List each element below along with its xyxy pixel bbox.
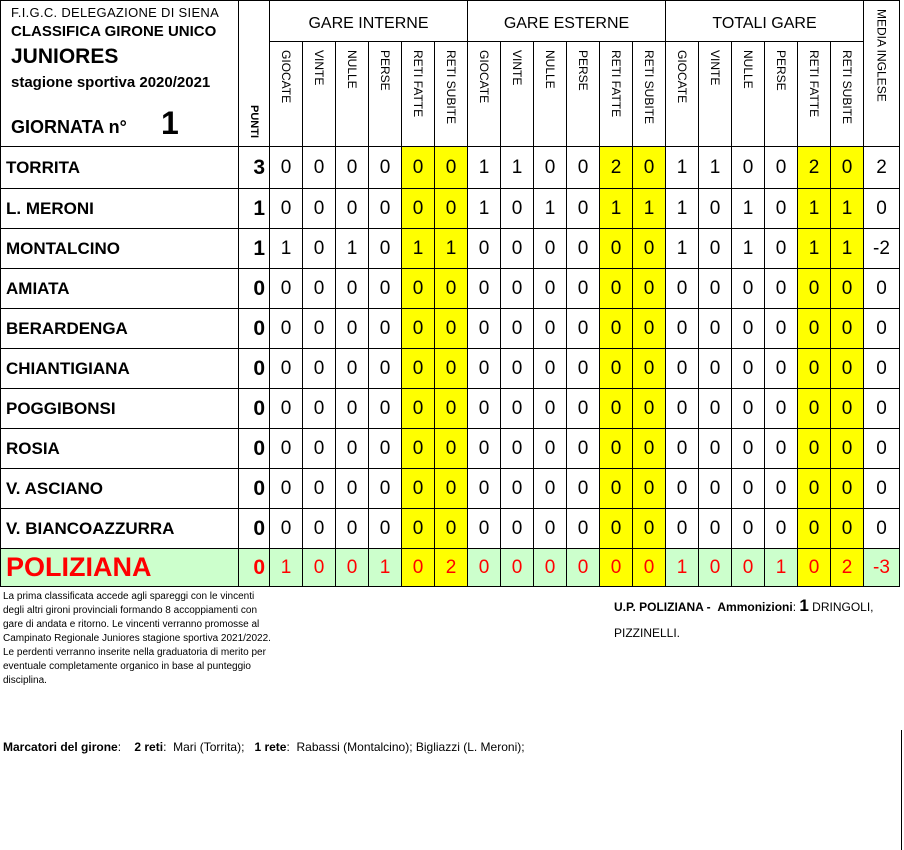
stat-cell: 1: [633, 189, 666, 229]
stat-cell: 0: [831, 269, 864, 309]
table-row: [1, 309, 900, 349]
stat-cell: 0: [633, 349, 666, 389]
stat-cell: 0: [369, 147, 402, 189]
stat-cell: 0: [534, 349, 567, 389]
team-points: 0: [239, 389, 270, 429]
stat-cell: 0: [732, 389, 765, 429]
table-row: [1, 349, 900, 389]
stat-cell: 2: [600, 147, 633, 189]
team-points: 0: [239, 469, 270, 509]
stat-cell: 0: [336, 389, 369, 429]
team-name: L. MERONI: [1, 189, 239, 229]
stat-cell: 0: [534, 429, 567, 469]
stat-cell: 0: [534, 389, 567, 429]
scorers-line: Marcatori del girone: 2 reti: Mari (Torrita); 1 rete: Rabassi (Montalcino); Bigliazzi (L. Meroni);: [3, 740, 525, 754]
stat-cell: 0: [468, 509, 501, 549]
stat-cell: 0: [270, 509, 303, 549]
col-interne-reti-subite-header: RETI SUBITE: [435, 41, 468, 146]
team-name: POGGIBONSI: [1, 389, 239, 429]
stat-cell: 0: [402, 349, 435, 389]
stat-cell: 0: [765, 309, 798, 349]
stat-cell: 0: [567, 389, 600, 429]
stat-cell: 0: [303, 147, 336, 189]
stat-cell: 0: [633, 469, 666, 509]
giornata-number: 1: [161, 105, 179, 141]
stat-cell: 0: [369, 349, 402, 389]
stat-cell: 0: [336, 189, 369, 229]
stat-cell: 0: [336, 349, 369, 389]
stat-cell: 1: [666, 229, 699, 269]
stat-cell: 0: [303, 309, 336, 349]
stat-cell: 0: [468, 229, 501, 269]
scorers-1-list: Rabassi (Montalcino); Bigliazzi (L. Meroni);: [296, 740, 525, 754]
stat-cell: 0: [732, 349, 765, 389]
stat-cell: 0: [402, 309, 435, 349]
stat-cell: 0: [270, 469, 303, 509]
cards-players: DRINGOLI, PIZZINELLI.: [614, 600, 874, 640]
stat-cell: 1: [732, 189, 765, 229]
col-media-header: MEDIA INGLESE: [864, 1, 900, 147]
stat-cell: 0: [270, 189, 303, 229]
stat-cell: 0: [336, 309, 369, 349]
stat-cell: 1: [699, 147, 732, 189]
stat-cell: 0: [369, 469, 402, 509]
stat-cell: 0: [501, 269, 534, 309]
stat-cell: 0: [336, 429, 369, 469]
stat-cell: 0: [468, 269, 501, 309]
stat-cell: 0: [402, 429, 435, 469]
team-name: AMIATA: [1, 269, 239, 309]
stat-cell: 1: [798, 229, 831, 269]
stat-cell: 0: [798, 509, 831, 549]
stat-cell: 0: [633, 269, 666, 309]
group-esterne-header: GARE ESTERNE: [468, 1, 666, 42]
stat-cell: 0: [501, 189, 534, 229]
stat-cell: 0: [369, 229, 402, 269]
col-esterne-perse-header: PERSE: [567, 41, 600, 146]
table-row: [1, 189, 900, 229]
col-totali-reti-subite-header: RETI SUBITE: [831, 41, 864, 146]
stat-cell: 0: [765, 429, 798, 469]
col-esterne-nulle-header: NULLE: [534, 41, 567, 146]
stat-cell: 0: [336, 509, 369, 549]
stat-cell: 0: [435, 509, 468, 549]
stat-cell: 0: [798, 349, 831, 389]
sheet-header: [1, 1, 239, 147]
team-points: 1: [239, 189, 270, 229]
stat-cell: 0: [501, 229, 534, 269]
stat-cell: 0: [567, 269, 600, 309]
stat-cell: 0: [732, 309, 765, 349]
stat-cell: 0: [402, 189, 435, 229]
stat-cell: 0: [468, 309, 501, 349]
stat-cell: 0: [666, 349, 699, 389]
stat-cell: 0: [402, 269, 435, 309]
stat-cell: 0: [369, 309, 402, 349]
stat-cell: 0: [270, 147, 303, 189]
team-name: V. ASCIANO: [1, 469, 239, 509]
stat-cell: 0: [501, 509, 534, 549]
stat-cell: 0: [633, 549, 666, 587]
stat-cell: 0: [567, 469, 600, 509]
stat-cell: 0: [600, 389, 633, 429]
stat-cell: 0: [402, 389, 435, 429]
media-inglese-cell: 0: [864, 269, 900, 309]
team-name: MONTALCINO: [1, 229, 239, 269]
stat-cell: 0: [369, 389, 402, 429]
media-inglese-cell: 0: [864, 349, 900, 389]
stat-cell: 0: [303, 429, 336, 469]
team-name: BERARDENGA: [1, 309, 239, 349]
stat-cell: 0: [732, 147, 765, 189]
col-punti-header: PUNTI: [239, 1, 270, 147]
media-inglese-cell: 0: [864, 309, 900, 349]
stat-cell: 0: [402, 549, 435, 587]
stat-cell: 0: [765, 229, 798, 269]
scorers-label: Marcatori del girone: [3, 740, 118, 754]
stat-cell: 1: [435, 229, 468, 269]
stat-cell: 0: [600, 509, 633, 549]
stat-cell: 0: [633, 147, 666, 189]
stat-cell: 1: [666, 549, 699, 587]
stat-cell: 1: [765, 549, 798, 587]
media-inglese-cell: 0: [864, 469, 900, 509]
team-points: 0: [239, 269, 270, 309]
stat-cell: 1: [534, 189, 567, 229]
col-totali-nulle-header: NULLE: [732, 41, 765, 146]
col-interne-reti-fatte-header: RETI FATTE: [402, 41, 435, 146]
stat-cell: 0: [666, 269, 699, 309]
stat-cell: 0: [600, 429, 633, 469]
group-interne-header: GARE INTERNE: [270, 1, 468, 42]
table-row: [1, 549, 900, 587]
stat-cell: 0: [633, 309, 666, 349]
stat-cell: 1: [666, 147, 699, 189]
stat-cell: 0: [468, 389, 501, 429]
stat-cell: 0: [435, 429, 468, 469]
stat-cell: 0: [435, 309, 468, 349]
team-points: 0: [239, 429, 270, 469]
stat-cell: 1: [270, 549, 303, 587]
media-inglese-cell: 0: [864, 509, 900, 549]
stat-cell: 0: [765, 509, 798, 549]
stat-cell: 0: [501, 309, 534, 349]
stat-cell: 0: [468, 549, 501, 587]
group-totali-header: TOTALI GARE: [666, 1, 864, 42]
stat-cell: 0: [534, 147, 567, 189]
stat-cell: 0: [303, 229, 336, 269]
stat-cell: 0: [336, 469, 369, 509]
stat-cell: 0: [303, 469, 336, 509]
stat-cell: 1: [468, 189, 501, 229]
stat-cell: 0: [831, 147, 864, 189]
stat-cell: 0: [303, 389, 336, 429]
stat-cell: 0: [798, 309, 831, 349]
cards-count: 1: [799, 596, 809, 615]
team-points: 0: [239, 309, 270, 349]
stat-cell: 0: [633, 429, 666, 469]
stat-cell: 1: [831, 189, 864, 229]
stat-cell: 0: [798, 549, 831, 587]
stat-cell: 0: [600, 469, 633, 509]
stat-cell: 0: [270, 349, 303, 389]
stat-cell: 1: [402, 229, 435, 269]
table-row: [1, 269, 900, 309]
stat-cell: 0: [534, 509, 567, 549]
col-totali-reti-fatte-header: RETI FATTE: [798, 41, 831, 146]
col-interne-giocate-header: GIOCATE: [270, 41, 303, 146]
stat-cell: 0: [600, 229, 633, 269]
stat-cell: 0: [699, 549, 732, 587]
stat-cell: 0: [765, 269, 798, 309]
stat-cell: 0: [534, 549, 567, 587]
stat-cell: 0: [732, 549, 765, 587]
stat-cell: 0: [336, 147, 369, 189]
stat-cell: 2: [831, 549, 864, 587]
col-esterne-vinte-header: VINTE: [501, 41, 534, 146]
stat-cell: 1: [798, 189, 831, 229]
team-points: 3: [239, 147, 270, 189]
stat-cell: 0: [666, 509, 699, 549]
stat-cell: 0: [501, 389, 534, 429]
stat-cell: 0: [369, 509, 402, 549]
stat-cell: 0: [732, 469, 765, 509]
team-name: ROSIA: [1, 429, 239, 469]
stat-cell: 0: [765, 469, 798, 509]
media-inglese-cell: 0: [864, 189, 900, 229]
stat-cell: 0: [534, 269, 567, 309]
stat-cell: 0: [732, 509, 765, 549]
cards-label: Ammonizioni: [717, 600, 793, 614]
stat-cell: 0: [765, 147, 798, 189]
federation-title: F.I.G.C. DELEGAZIONE DI SIENA: [11, 5, 220, 20]
stat-cell: 0: [567, 147, 600, 189]
stat-cell: 0: [699, 389, 732, 429]
stat-cell: 0: [765, 189, 798, 229]
stat-cell: 0: [666, 469, 699, 509]
stat-cell: 0: [600, 349, 633, 389]
stat-cell: 0: [633, 389, 666, 429]
team-points: 1: [239, 229, 270, 269]
stat-cell: 0: [798, 269, 831, 309]
stat-cell: 1: [600, 189, 633, 229]
stat-cell: 0: [270, 389, 303, 429]
stat-cell: 0: [402, 147, 435, 189]
stat-cell: 0: [270, 429, 303, 469]
stat-cell: 0: [567, 309, 600, 349]
stat-cell: 1: [732, 229, 765, 269]
stat-cell: 1: [336, 229, 369, 269]
cards-club: U.P. POLIZIANA -: [614, 600, 711, 614]
stat-cell: 0: [369, 269, 402, 309]
stat-cell: 0: [831, 429, 864, 469]
stat-cell: 0: [402, 509, 435, 549]
stat-cell: 0: [699, 229, 732, 269]
stat-cell: 0: [567, 229, 600, 269]
stat-cell: 0: [303, 349, 336, 389]
stat-cell: 0: [468, 349, 501, 389]
table-row: [1, 229, 900, 269]
stat-cell: 0: [798, 429, 831, 469]
stat-cell: 0: [666, 389, 699, 429]
stat-cell: 0: [699, 309, 732, 349]
stat-cell: 0: [798, 389, 831, 429]
classification-title: CLASSIFICA GIRONE UNICO: [11, 23, 217, 40]
stat-cell: 0: [600, 309, 633, 349]
stat-cell: 0: [699, 349, 732, 389]
category-title: JUNIORES: [11, 45, 119, 68]
stat-cell: 0: [534, 309, 567, 349]
team-name: CHIANTIGIANA: [1, 349, 239, 389]
media-inglese-cell: 0: [864, 389, 900, 429]
stat-cell: 0: [501, 549, 534, 587]
stat-cell: 0: [633, 509, 666, 549]
stat-cell: 0: [303, 549, 336, 587]
team-points: 0: [239, 349, 270, 389]
stat-cell: 0: [699, 269, 732, 309]
stat-cell: 0: [831, 389, 864, 429]
stat-cell: 0: [732, 269, 765, 309]
stat-cell: 0: [699, 469, 732, 509]
media-inglese-cell: -3: [864, 549, 900, 587]
col-esterne-reti-fatte-header: RETI FATTE: [600, 41, 633, 146]
media-inglese-cell: -2: [864, 229, 900, 269]
stat-cell: 0: [831, 509, 864, 549]
disciplinary-box: U.P. POLIZIANA - Ammonizioni: 1 DRINGOLI, PIZZINELLI.: [614, 596, 874, 640]
stat-cell: 1: [666, 189, 699, 229]
stat-cell: 0: [501, 349, 534, 389]
stat-cell: 0: [468, 469, 501, 509]
season-label: stagione sportiva 2020/2021: [11, 74, 211, 91]
stat-cell: 0: [600, 269, 633, 309]
stat-cell: 0: [402, 469, 435, 509]
col-totali-giocate-header: GIOCATE: [666, 41, 699, 146]
stat-cell: 0: [435, 147, 468, 189]
stat-cell: 0: [303, 509, 336, 549]
stat-cell: 1: [501, 147, 534, 189]
stat-cell: 0: [831, 309, 864, 349]
team-points: 0: [239, 549, 270, 587]
stat-cell: 0: [666, 309, 699, 349]
col-esterne-giocate-header: GIOCATE: [468, 41, 501, 146]
stat-cell: 0: [732, 429, 765, 469]
col-interne-perse-header: PERSE: [369, 41, 402, 146]
stat-cell: 0: [534, 469, 567, 509]
team-points: 0: [239, 509, 270, 549]
stat-cell: 0: [699, 189, 732, 229]
stat-cell: 2: [798, 147, 831, 189]
scorers-2-label: 2 reti: [134, 740, 164, 754]
table-row: [1, 389, 900, 429]
table-row: [1, 429, 900, 469]
stat-cell: 0: [567, 549, 600, 587]
col-esterne-reti-subite-header: RETI SUBITE: [633, 41, 666, 146]
col-interne-nulle-header: NULLE: [336, 41, 369, 146]
stat-cell: 0: [765, 389, 798, 429]
stat-cell: 0: [303, 189, 336, 229]
stat-cell: 1: [270, 229, 303, 269]
right-border: [901, 730, 902, 850]
stat-cell: 0: [435, 469, 468, 509]
stat-cell: 0: [435, 349, 468, 389]
stat-cell: 0: [501, 469, 534, 509]
stat-cell: 1: [468, 147, 501, 189]
stat-cell: 0: [435, 269, 468, 309]
stat-cell: 0: [270, 309, 303, 349]
stat-cell: 0: [666, 429, 699, 469]
stat-cell: 0: [765, 349, 798, 389]
stat-cell: 0: [336, 549, 369, 587]
stat-cell: 0: [336, 269, 369, 309]
stat-cell: 0: [600, 549, 633, 587]
giornata-label: GIORNATA n°: [11, 117, 127, 137]
col-totali-perse-header: PERSE: [765, 41, 798, 146]
stat-cell: 1: [369, 549, 402, 587]
col-totali-vinte-header: VINTE: [699, 41, 732, 146]
stat-cell: 0: [831, 349, 864, 389]
stat-cell: 0: [534, 229, 567, 269]
scorers-1-label: 1 rete: [254, 740, 287, 754]
table-row: [1, 509, 900, 549]
stat-cell: 0: [435, 389, 468, 429]
table-row: [1, 147, 900, 189]
stat-cell: 0: [270, 269, 303, 309]
stat-cell: 0: [567, 189, 600, 229]
regulation-note: La prima classificata accede agli spareggi con le vincenti degli altri gironi provinciali formando 8 accoppiamenti con gare di andata e ritorno. Le vincenti verranno promosse al Campinato Regionale Juniores stagione sportiva 2021/2022. Le perdenti verranno inserite nella graduatoria di merito per eventuale completamente organico in base al punteggio disciplina.: [3, 591, 271, 686]
col-interne-vinte-header: VINTE: [303, 41, 336, 146]
stat-cell: 1: [831, 229, 864, 269]
stat-cell: 0: [567, 349, 600, 389]
media-inglese-cell: 2: [864, 147, 900, 189]
stat-cell: 0: [831, 469, 864, 509]
team-name: V. BIANCOAZZURRA: [1, 509, 239, 549]
team-name: POLIZIANA: [1, 549, 239, 587]
stat-cell: 0: [699, 509, 732, 549]
stat-cell: 0: [468, 429, 501, 469]
stat-cell: 0: [567, 429, 600, 469]
table-row: [1, 469, 900, 509]
stat-cell: 0: [798, 469, 831, 509]
stat-cell: 0: [501, 429, 534, 469]
stat-cell: 0: [567, 509, 600, 549]
stat-cell: 0: [435, 189, 468, 229]
scorers-2-list: Mari (Torrita);: [173, 740, 245, 754]
stat-cell: 0: [369, 189, 402, 229]
media-inglese-cell: 0: [864, 429, 900, 469]
stat-cell: 0: [633, 229, 666, 269]
stat-cell: 0: [699, 429, 732, 469]
stat-cell: 2: [435, 549, 468, 587]
team-name: TORRITA: [1, 147, 239, 189]
stat-cell: 0: [369, 429, 402, 469]
stat-cell: 0: [303, 269, 336, 309]
